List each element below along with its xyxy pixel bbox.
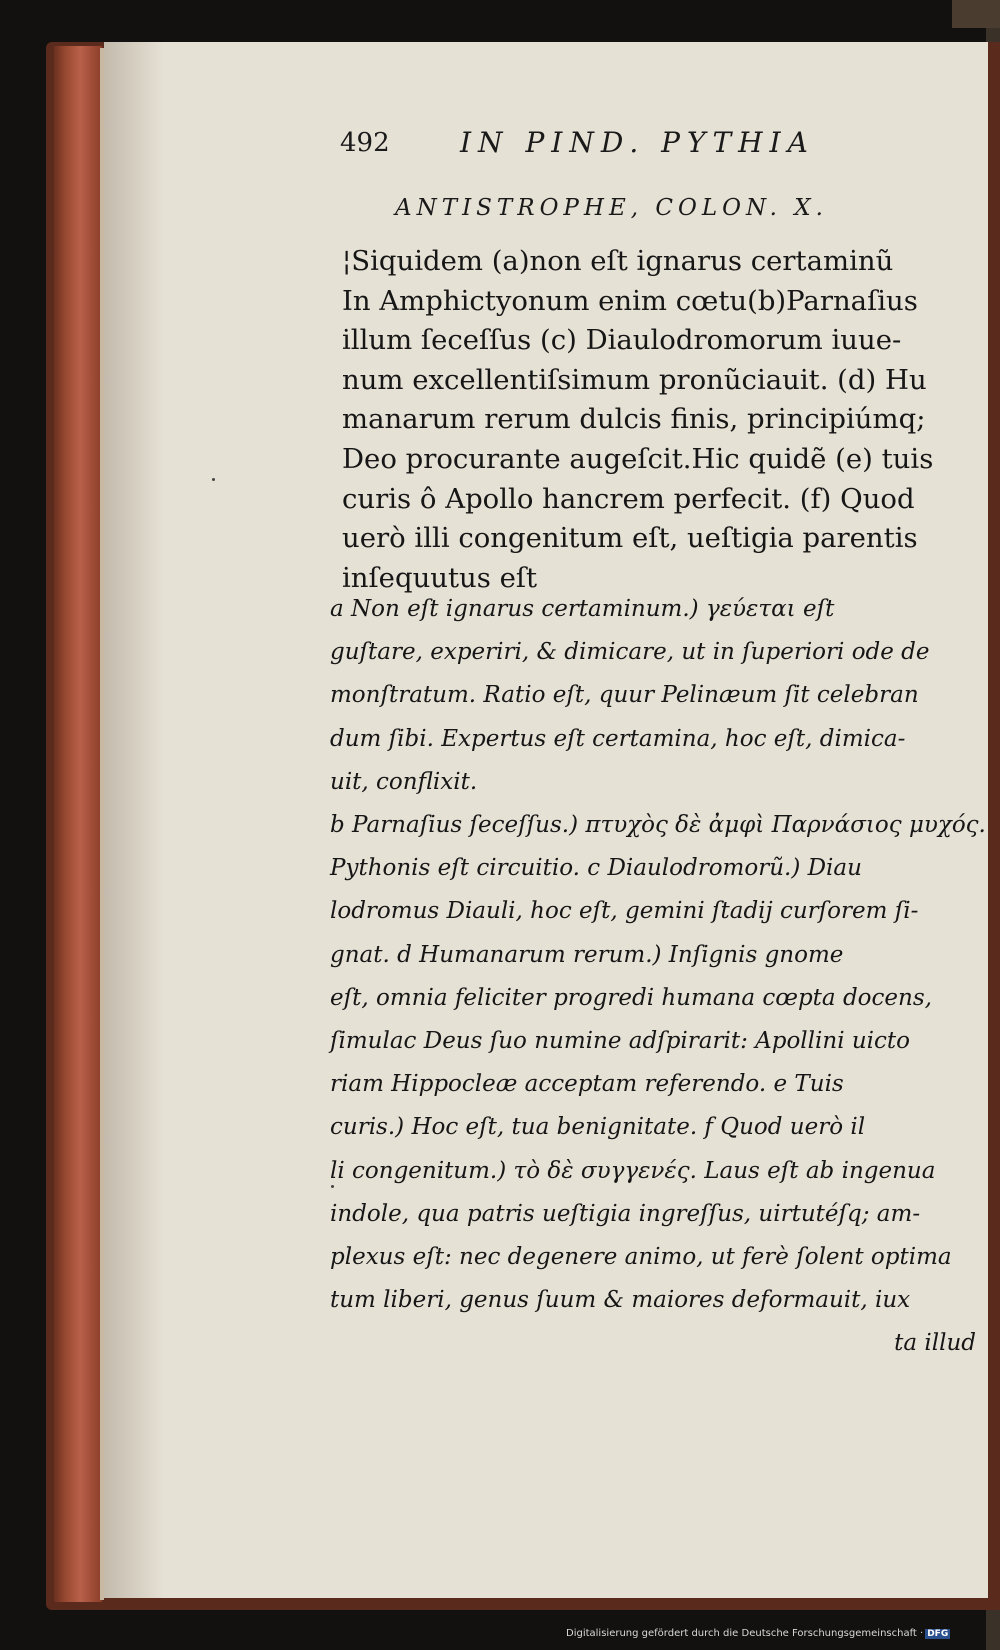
- scan-corner: [952, 0, 1000, 28]
- note-line: Pythonis eſt circuitio. c Diaulodromorũ.) Diau: [330, 855, 862, 882]
- note-line: monſtratum. Ratio eſt, quur Pelinæum ſit celebran: [330, 682, 919, 709]
- margin-speck: [331, 1185, 334, 1188]
- margin-speck: [212, 478, 215, 481]
- note-line: tum liberi, genus ſuum & maiores deformauit, iux: [330, 1287, 911, 1314]
- note-line: guſtare, experiri, & dimicare, ut in ſuperiori ode de: [330, 639, 930, 666]
- note-line: gnat. d Humanarum rerum.) Inſignis gnome: [330, 941, 844, 968]
- note-line: b Parnaſius ſeceſſus.) πτυχὸς δὲ ἀμφὶ Παρνάσιος μυχός.: [330, 812, 986, 839]
- running-header: [340, 126, 940, 166]
- note-line: lodromus Diauli, hoc eſt, gemini ſtadij curſorem ſi-: [330, 898, 919, 925]
- running-title: IN PIND. PYTHIA: [460, 126, 815, 159]
- text-line: ¦Siquidem (a)non eſt ignarus certaminũ: [342, 245, 894, 277]
- note-line: uit, conflixit.: [330, 768, 478, 795]
- text-line: In Amphictyonum enim cœtu(b)Parnaſius: [342, 284, 918, 317]
- dfg-badge: DFG: [927, 1629, 949, 1639]
- page-number: 492: [340, 128, 390, 158]
- text-line: illum ſeceſſus (c) Diaulodromorum iuue-: [342, 324, 902, 357]
- text-line: manarum rerum dulcis finis, principiúmq;: [342, 403, 926, 436]
- text-line: curis ô Apollo hancrem perfecit. (f) Quod: [342, 482, 915, 515]
- note-line: ſimulac Deus ſuo numine adſpirarit: Apollini uicto: [330, 1028, 910, 1055]
- text-line: uerò illi congenitum eſt, ueſtigia parentis: [342, 522, 918, 555]
- note-line: riam Hippocleæ acceptam referendo. e Tuis: [330, 1071, 844, 1098]
- note-line: dum ſibi. Expertus eſt certamina, hoc eſt, dimica-: [330, 725, 906, 752]
- catchword: ta illud: [894, 1330, 976, 1357]
- gutter-shadow: [104, 42, 164, 1598]
- text-line: inſequutus eſt: [342, 561, 538, 594]
- digitization-footer: [566, 1628, 950, 1639]
- section-heading: ANTISTROPHE, COLON. X.: [395, 195, 828, 221]
- note-line: li congenitum.) τὸ δὲ συγγενές. Laus eſt ab ingenua: [330, 1157, 936, 1184]
- text-line: Deo procurante augeſcit.Hic quidẽ (e) tuis: [342, 442, 934, 475]
- main-text-block: [342, 242, 982, 598]
- commentary-notes: [330, 588, 986, 1366]
- note-line: eſt, omnia feliciter progredi humana cœpta docens,: [330, 984, 932, 1011]
- note-line: a Non eſt ignarus certaminum.) γεύεται eſt: [330, 596, 835, 622]
- note-line: indole, qua patris ueſtigia ingreſſus, uirtutéſq; am-: [330, 1200, 921, 1227]
- note-line: plexus eſt: nec degenere animo, ut ferè ſolent optima: [330, 1244, 952, 1271]
- note-line: curis.) Hoc eſt, tua benignitate. f Quod uerò il: [330, 1114, 866, 1141]
- footer-text: Digitalisierung gefördert durch die Deutsche Forschungsgemeinschaft ·: [566, 1628, 924, 1639]
- page-edges: [54, 46, 102, 1602]
- text-line: num excellentiſsimum pronũciauit. (d) Hu: [342, 363, 927, 396]
